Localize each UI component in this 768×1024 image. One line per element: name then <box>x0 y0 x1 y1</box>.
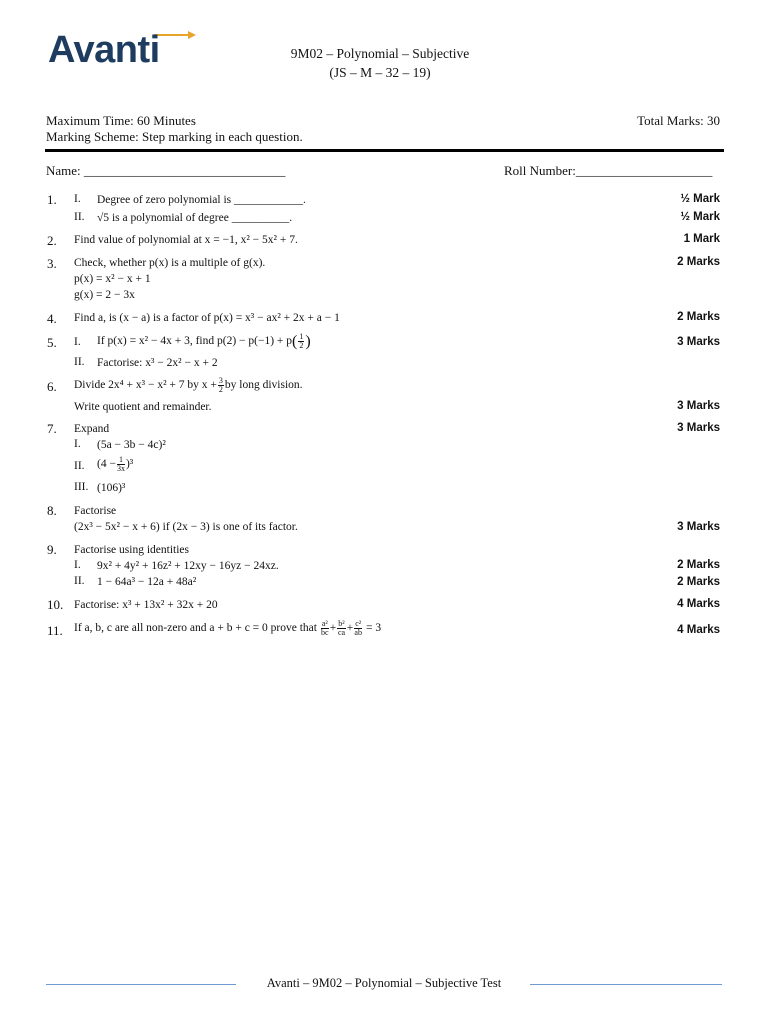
question-text: g(x) = 2 − 3x <box>74 289 135 301</box>
marks-label: 3 Marks <box>677 422 720 434</box>
question-number: 3. <box>47 256 57 271</box>
marks-label: 4 Marks <box>677 598 720 610</box>
sub-label: I. <box>74 438 81 450</box>
question-number: 9. <box>47 542 57 557</box>
question-number: 7. <box>47 421 57 436</box>
total-marks: Total Marks: 30 <box>637 113 720 128</box>
footer-rule-left <box>46 984 236 985</box>
marks-label: 3 Marks <box>677 336 720 348</box>
test-code: (JS – M – 32 – 19) <box>329 65 431 80</box>
fraction: $\frac{\text{c²}}{ab}$ <box>354 619 362 637</box>
sub-label: I. <box>74 193 81 205</box>
question-text: If a, b, c are all non-zero and a + b + c = 0 prove that $\frac{\text{a²}}{bc}$ + $\frac{\text{b²}}{ca}$ + $\frac{\text{c²}}{ab}$ = 3 <box>74 619 382 637</box>
fraction: $\frac{3}{2}$ <box>218 376 223 394</box>
question-text: Factorise <box>74 505 117 517</box>
marks-label: 3 Marks <box>677 400 720 412</box>
question-number: 5. <box>47 335 57 350</box>
question-number: 6. <box>47 379 57 394</box>
question-text: 1 − 64a³ − 12a + 48a² <box>97 576 197 588</box>
marks-label: 2 Marks <box>677 256 720 268</box>
question-number: 8. <box>47 503 57 518</box>
question-number: 2. <box>47 233 57 248</box>
marks-label: 2 Marks <box>677 559 720 571</box>
roll-number-field: Roll Number:_____________________ <box>504 163 713 178</box>
arrow-icon <box>154 30 196 40</box>
test-title: 9M02 – Polynomial – Subjective <box>290 46 470 61</box>
question-number: 4. <box>47 311 57 326</box>
question-text: Factorise: x³ − 2x² − x + 2 <box>97 357 218 369</box>
question-number: 11. <box>47 623 63 638</box>
fraction: $\frac{1}{3x}$ <box>116 455 125 473</box>
fraction: $\frac{1}{2}$ <box>299 332 304 350</box>
question-text: Write quotient and remainder. <box>74 401 212 413</box>
logo-text: Avanti <box>48 29 160 71</box>
header-divider <box>45 149 724 152</box>
question-text: (5a − 3b − 4c)² <box>97 439 166 451</box>
question-number: 10. <box>47 597 64 612</box>
question-text: √5 is a polynomial of degree __________. <box>97 212 293 224</box>
footer-rule-right <box>530 984 722 985</box>
sub-label: II. <box>74 211 85 223</box>
question-text: Check, whether p(x) is a multiple of g(x). <box>74 257 266 269</box>
sub-label: III. <box>74 481 89 493</box>
question-text: (4 − $\frac{1}{3x}$ )³ <box>97 455 134 473</box>
marks-label: 2 Marks <box>677 311 720 323</box>
question-text: Factorise: x³ + 13x² + 32x + 20 <box>74 599 218 611</box>
sub-label: I. <box>74 559 81 571</box>
sub-label: I. <box>74 336 81 348</box>
sub-label: II. <box>74 356 85 368</box>
marks-label: ½ Mark <box>680 211 720 223</box>
sub-label: II. <box>74 575 85 587</box>
question-text: Degree of zero polynomial is ____________. <box>97 194 306 206</box>
marks-label: 2 Marks <box>677 576 720 588</box>
question-text: Divide 2x⁴ + x³ − x² + 7 by x + $\frac{3}{2}$ by long division. <box>74 376 303 394</box>
question-text: Factorise using identities <box>74 544 189 556</box>
sub-label: II. <box>74 460 85 472</box>
marks-label: 4 Marks <box>677 624 720 636</box>
avanti-logo <box>48 30 208 72</box>
question-text: Find value of polynomial at x = −1, x² − 5x² + 7. <box>74 234 298 246</box>
question-text: Find a, is (x − a) is a factor of p(x) = x³ − ax² + 2x + a − 1 <box>74 312 340 324</box>
question-number: 1. <box>47 192 57 207</box>
fraction: $\frac{\text{a²}}{bc}$ <box>321 619 329 637</box>
question-text: 9x² + 4y² + 16z² + 12xy − 16yz − 24xz. <box>97 560 279 572</box>
marks-label: ½ Mark <box>680 193 720 205</box>
footer-text: Avanti – 9M02 – Polynomial – Subjective Test <box>266 976 502 990</box>
max-time: Maximum Time: 60 Minutes <box>46 113 196 128</box>
question-text: Expand <box>74 423 110 435</box>
fraction: $\frac{\text{b²}}{ca}$ <box>337 619 346 637</box>
question-text: (2x³ − 5x² − x + 6) if (2x − 3) is one of its factor. <box>74 521 298 533</box>
name-field: Name: _______________________________ <box>46 163 286 178</box>
question-text: p(x) = x² − x + 1 <box>74 273 151 285</box>
question-text: If p(x) = x² − 4x + 3, find p(2) − p(−1) + p( $\frac{1}{2}$ ) <box>97 332 311 350</box>
marks-label: 1 Mark <box>683 233 720 245</box>
question-text: (106)³ <box>97 482 126 494</box>
marking-scheme: Marking Scheme: Step marking in each question. <box>46 129 303 144</box>
marks-label: 3 Marks <box>677 521 720 533</box>
